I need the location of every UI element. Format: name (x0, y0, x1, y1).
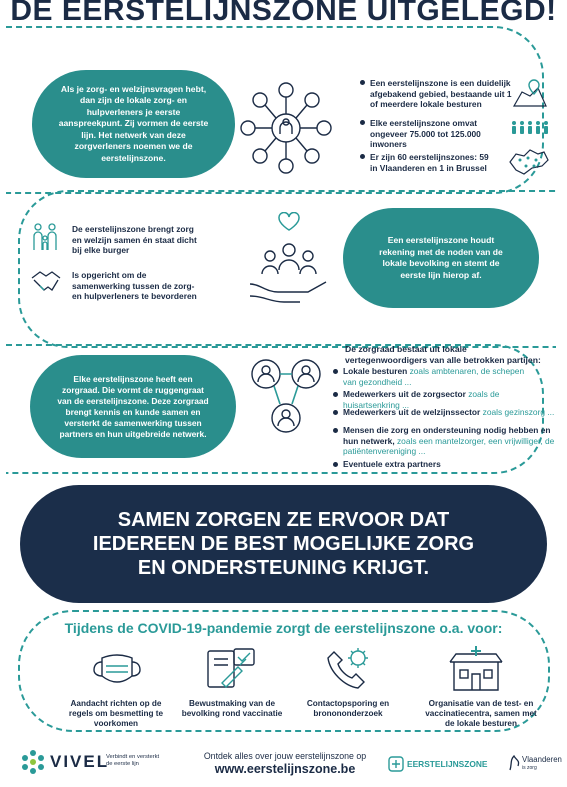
vaccination-icon (204, 645, 260, 691)
vlaanderen-tagline: is zorg (522, 765, 537, 771)
point-cooperation: Is opgericht om de samenwerking tussen de zorg- en hulpverleners te bevorderen (72, 270, 197, 301)
fact-area: Een eerstelijnszone is een duidelijk afgebakend gebied, bestaande uit 1 of meerdere lokale besturen (370, 78, 512, 109)
bullet (360, 80, 365, 85)
family-icon (30, 222, 60, 252)
summary-banner: SAMEN ZORGEN ZE ERVOOR DAT IEDEREEN DE BEST MOGELIJKE ZORG EN ONDERSTEUNING KRIJGT. (20, 485, 547, 603)
inhabitants-icon (510, 120, 554, 134)
vivel-logo-icon (20, 749, 46, 775)
vivel-tagline: Verbindt en versterkt de eerste lijn (106, 754, 160, 767)
council-network-icon (244, 352, 330, 442)
bullet (360, 120, 365, 125)
fact-zones: Er zijn 60 eerstelijnszones: 59 in Vlaanderen en 1 in Brussel (370, 152, 489, 173)
page-title: DE EERSTELIJNSZONE UITGELEGD! (10, 0, 557, 27)
mask-icon (92, 650, 142, 688)
vivel-logo-text: VIVEL (50, 752, 110, 771)
local-needs-bubble: Een eerstelijnszone houdt rekening met de noden van de lokale bevolking en stemt de eerste lijn hierop af. (343, 208, 539, 308)
eerstelijnszone-logo-icon (388, 756, 404, 772)
test-center-icon (446, 644, 506, 692)
member-care-sector: Medewerkers uit de zorgsector zoals de huisartsenkring ... (343, 389, 500, 410)
map-pin-icon (512, 78, 548, 108)
member-local-government: Lokale besturen zoals ambtenaren, de schepen van gezondheid ... (343, 366, 525, 387)
bullet (333, 462, 338, 467)
flanders-map-icon (508, 148, 550, 176)
footer-cta: Ontdek alles over jouw eerstelijnszone op (203, 751, 367, 761)
covid-item-test-centers: Organisatie van de test- en vaccinatiecentra, samen met de lokale besturen (425, 699, 537, 728)
website-link[interactable]: www.eerstelijnszone.be (214, 762, 356, 776)
bullet (333, 369, 338, 374)
bullet (333, 392, 338, 397)
member-extra-partners: Eventuele extra partners (343, 459, 441, 469)
vlaanderen-logo-text: Vlaanderen (522, 755, 562, 764)
network-icon (236, 78, 336, 178)
phone-virus-icon (326, 646, 372, 690)
care-council-bubble: Elke eerstelijnszone heeft een zorgraad. Die vormt de ruggengraat van de eerstelijnszone. Deze zorgraad brengt kennis en kunde samen en versterkt de samenwerking tussen partners en hun uitgebreide netwerk. (30, 355, 236, 458)
handshake-icon (30, 268, 62, 298)
member-welfare-sector: Medewerkers uit de welzijnssector zoals gezinszorg ... (343, 407, 555, 417)
bullet (333, 428, 338, 433)
council-intro: De zorgraad bestaat uit lokale vertegenwoordigers van alle betrokken partijen: (345, 344, 541, 365)
eerstelijnszone-logo-text: EERSTELIJNSZONE (407, 759, 488, 769)
bullet (360, 154, 365, 159)
point-care-welfare: De eerstelijnszone brengt zorg en welzijn samen én staat dicht bij elke burger (72, 224, 197, 255)
vlaanderen-lion-icon (508, 752, 520, 772)
fact-inhabitants: Elke eerstelijnszone omvat ongeveer 75.000 tot 125.000 inwoners (370, 118, 481, 149)
covid-heading: Tijdens de COVID-19-pandemie zorgt de eerstelijnszone o.a. voor: (64, 620, 503, 636)
member-people-in-need: Mensen die zorg en ondersteuning nodig hebben en hun netwerk, zoals een mantelzorger, een vrijwilliger, de patiëntenvereniging ... (343, 425, 555, 456)
covid-item-rules: Aandacht richten op de regels om besmetting te voorkomen (68, 699, 164, 728)
covid-item-contact-tracing: Contactopsporing en bronononderzoek (306, 699, 390, 718)
intro-bubble: Als je zorg- en welzijnsvragen hebt, dan zijn de lokale zorg- en hulpverleners je eerste aanspreekpunt. Zij vormen de eerste lijn. Het netwerk van deze zorgverleners noemen we de eerstelijnszone. (32, 70, 235, 178)
community-care-icon (246, 212, 332, 304)
covid-item-vaccination: Bewustmaking van de bevolking rond vaccinatie (181, 699, 283, 718)
bullet (333, 410, 338, 415)
